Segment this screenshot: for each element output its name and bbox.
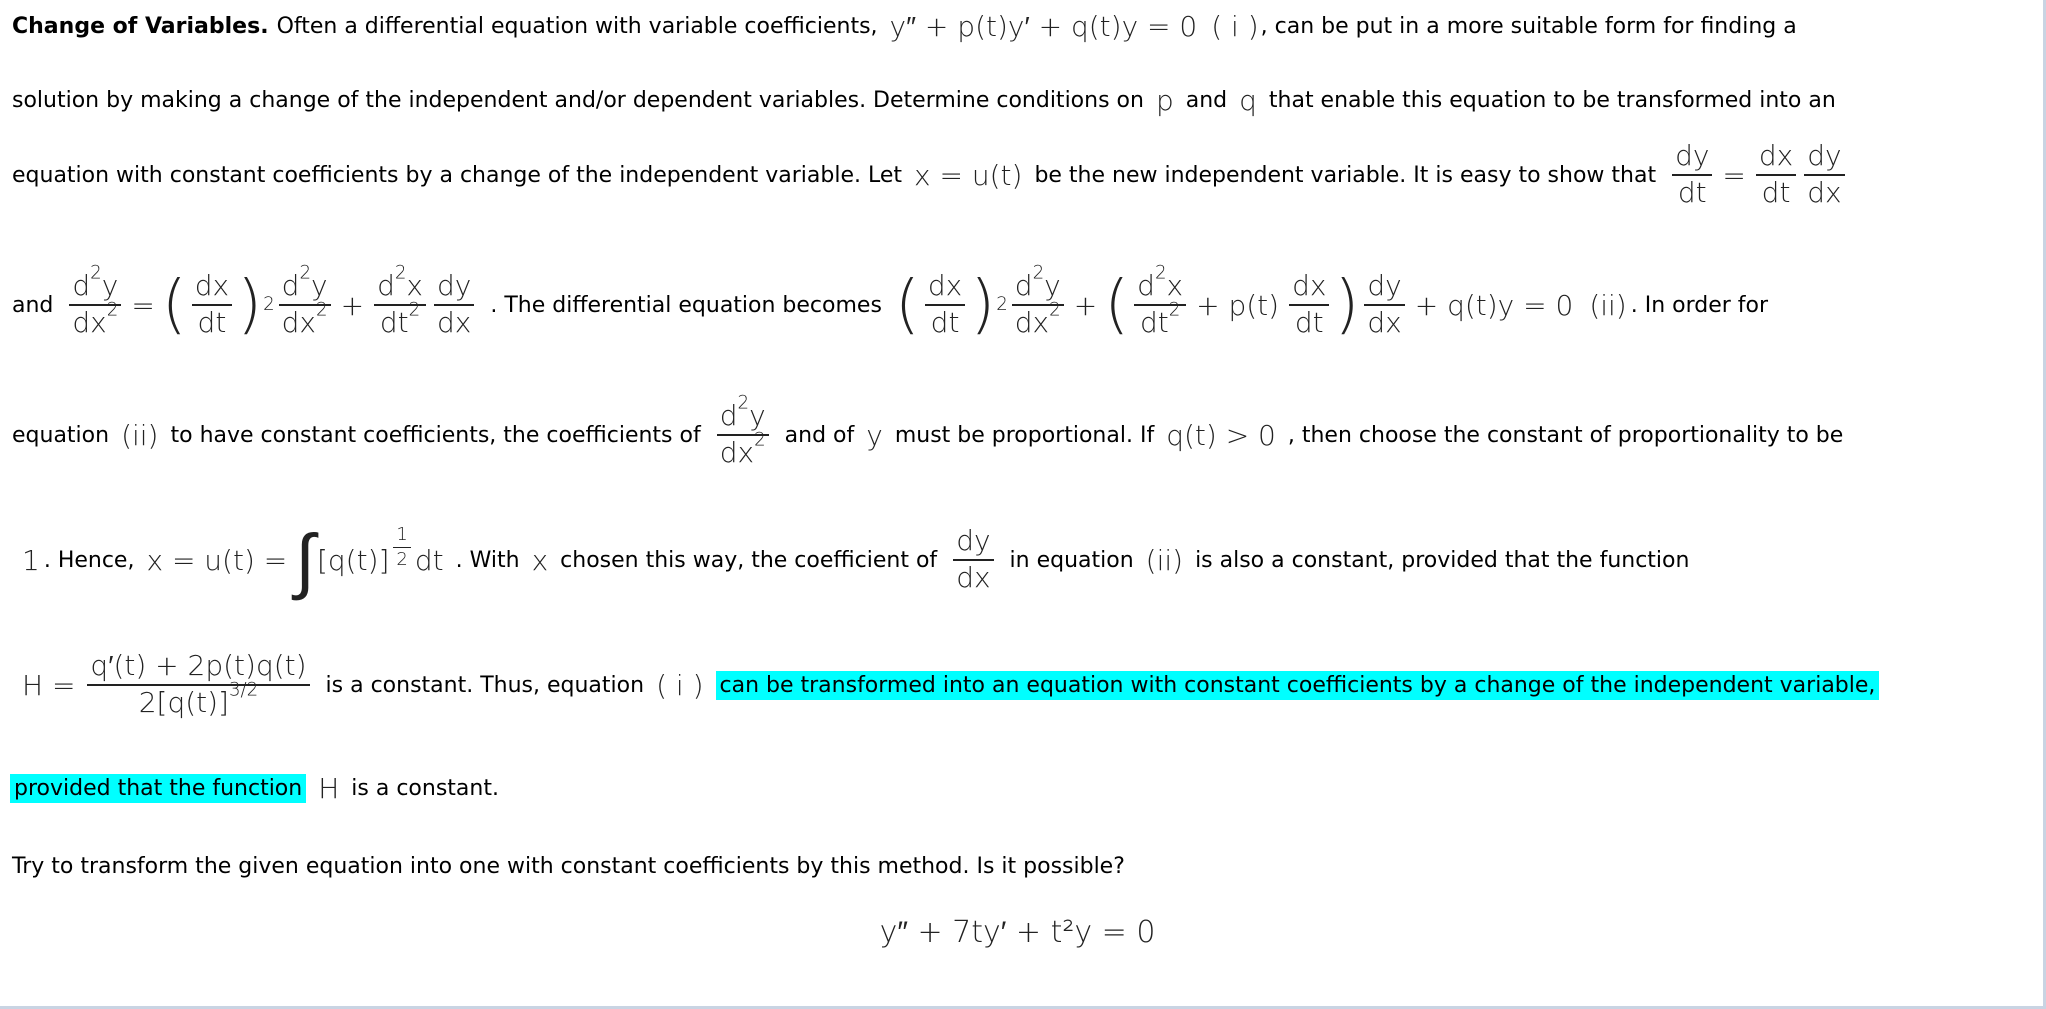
text-l1a: Often a differential equation with variable coefficients, — [276, 13, 878, 39]
line-3 — [12, 140, 2031, 210]
equation-label-ii-ref: (ii) — [121, 418, 159, 452]
highlight-1: can be transformed into an equation with constant coefficients by a change of the independent variable, — [716, 671, 1880, 700]
text-l3a: equation with constant coefficients by a change of the independent variable. Let — [12, 162, 903, 188]
text-l5d: must be proportional. If — [894, 422, 1155, 448]
text-l5e: , then choose the constant of proportionality to be — [1287, 422, 1844, 448]
math-H: H — [318, 771, 340, 805]
text-l7a: is a constant. Thus, equation — [325, 672, 645, 698]
math-q-positive: q(t) > 0 — [1166, 418, 1276, 452]
math-x-def: x = u(t) — [914, 158, 1023, 192]
line-6 — [12, 510, 2031, 610]
line-7 — [12, 635, 2031, 735]
question-text: Try to transform the given equation into one with constant coefficients by this method. Is it possible? — [12, 853, 1125, 879]
text-l5a: equation — [12, 422, 110, 448]
math-x: x — [531, 543, 549, 577]
text-l8b: is a constant. — [351, 775, 499, 801]
text-l6c: chosen this way, the coefficient of — [560, 547, 938, 573]
line-2 — [12, 80, 2031, 120]
line-4 — [12, 250, 2031, 360]
text-l6a: . Hence, — [43, 547, 135, 573]
math-x-integral: x = u(t) = ∫ [q(t)] $\frac{1}{2}$ dt — [146, 518, 444, 602]
equation-ii: ( $\frac{dx}{dt}$ ) 2 $\frac{d^2y}{dx^2}$ + ( $\frac{d^2x}{dt^2}$ + p(t) $\frac{dx}{dt}$ ) $\frac{dy}{dx}$ + q(t)y = 0 — [894, 262, 1574, 342]
text-l5c: and of — [784, 422, 855, 448]
text-l6b: . With — [455, 547, 520, 573]
math-p: p — [1155, 83, 1174, 117]
section-title: Change of Variables. — [12, 13, 269, 39]
line-8 — [10, 766, 2031, 810]
equation-label-i: ( i ) — [1211, 9, 1259, 43]
text-l6e: is also a constant, provided that the function — [1195, 547, 1690, 573]
math-second-derivative: $\frac{d^2y}{dx^2}$ = ( $\frac{dx}{dt}$ ) 2 $\frac{d^2y}{dx^2}$ + $\frac{d^2x}{dt^2}$ $\frac{dy}{dx}$ — [65, 271, 478, 339]
example-equation: y″ + 7ty′ + t²y = 0 — [879, 915, 1156, 950]
line-9 — [12, 848, 2031, 884]
text-l1b: , can be put in a more suitable form for finding a — [1260, 13, 1797, 39]
text-l2a: solution by making a change of the independent and/or dependent variables. Determine conditions on — [12, 87, 1144, 113]
line-5 — [12, 380, 2031, 490]
text-l2c: that enable this equation to be transformed into an — [1268, 87, 1836, 113]
math-chain-rule: $\frac{dy}{dt}$ = $\frac{dx}{dt}$ $\frac{dy}{dx}$ — [1668, 141, 1849, 209]
text-l4a: and — [12, 292, 54, 318]
text-l4c: . In order for — [1630, 292, 1769, 318]
equation-label-ii: (ii) — [1589, 288, 1627, 322]
text-l4b: . The differential equation becomes — [490, 292, 882, 318]
math-d2y-dx2: $\frac{d^2y}{dx^2}$ — [713, 401, 773, 469]
text-l5b: to have constant coefficients, the coefficients of — [170, 422, 701, 448]
math-y: y — [866, 418, 883, 452]
math-dy-dx: $\frac{dy}{dx}$ — [949, 526, 997, 594]
equation-i: y″ + p(t)y′ + q(t)y = 0 — [889, 9, 1198, 43]
text-l6d: in equation — [1009, 547, 1134, 573]
math-q: q — [1239, 83, 1257, 117]
text-l3b: be the new independent variable. It is easy to show that — [1034, 162, 1657, 188]
math-one: 1 — [22, 543, 40, 577]
equation-label-ii-ref2: (ii) — [1145, 543, 1184, 577]
line-1 — [12, 6, 2031, 46]
text-l2b: and — [1185, 87, 1228, 113]
highlight-2: provided that the function — [10, 774, 306, 803]
equation-label-i-ref: ( i ) — [656, 668, 704, 702]
math-H-definition: H = $\frac{q'(t) + 2p(t)q(t)}{2[q(t)]^{3/2}}$ — [22, 651, 314, 719]
example-equation-row — [0, 915, 2035, 950]
